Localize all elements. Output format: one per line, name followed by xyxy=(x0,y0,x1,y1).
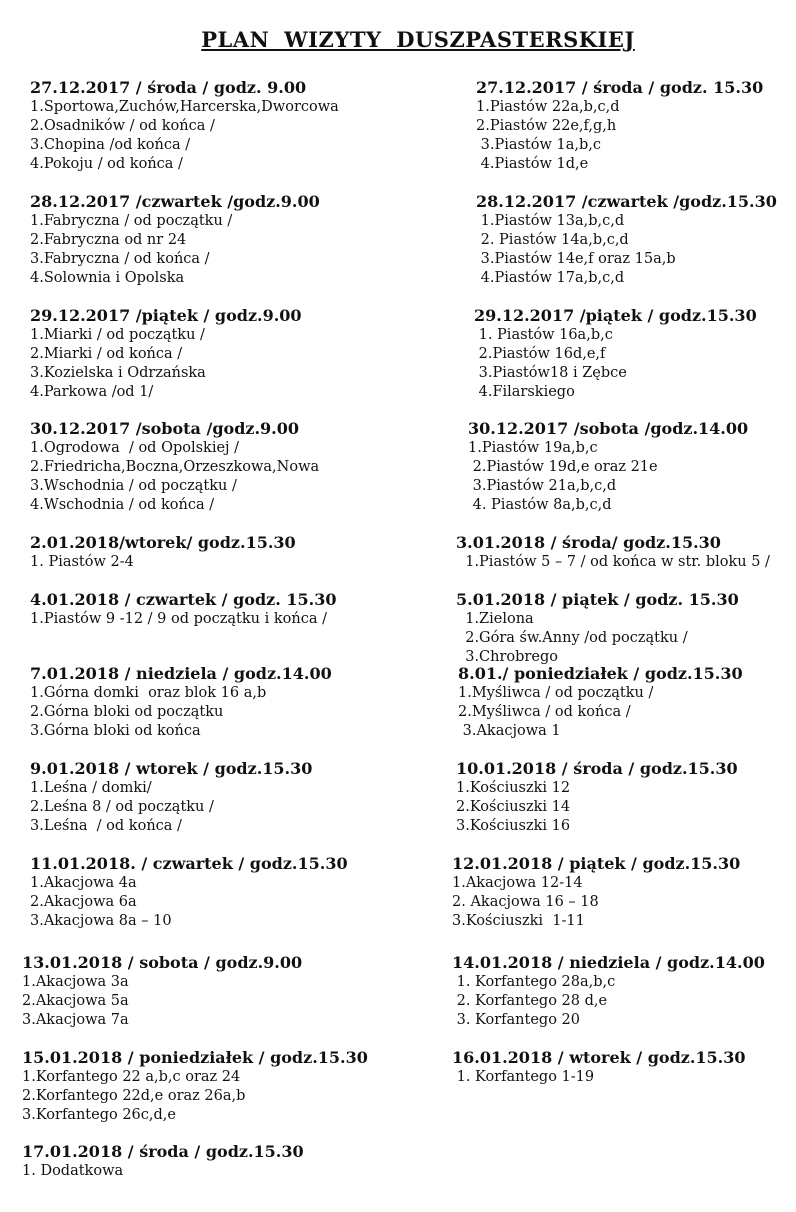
schedule-date-heading: 2.01.2018/wtorek/ godz.15.30 xyxy=(30,533,296,552)
schedule-street-item: 1.Fabryczna / od początku / xyxy=(30,213,233,229)
schedule-street-item: 3.Akacjowa 1 xyxy=(458,723,561,739)
schedule-date-heading: 28.12.2017 /czwartek /godz.9.00 xyxy=(30,192,320,211)
schedule-date-heading: 13.01.2018 / sobota / godz.9.00 xyxy=(22,953,303,972)
schedule-block xyxy=(474,306,757,402)
schedule-street-item: 2. Korfantego 28 d,e xyxy=(452,993,608,1009)
schedule-block xyxy=(30,664,332,741)
schedule-street-item: 1. Dodatkowa xyxy=(22,1163,124,1179)
schedule-street-item: 1. Piastów 2-4 xyxy=(30,554,134,570)
schedule-date-heading: 30.12.2017 /sobota /godz.14.00 xyxy=(468,419,749,438)
schedule-block xyxy=(30,78,339,174)
schedule-block xyxy=(22,1142,304,1181)
schedule-block xyxy=(458,664,743,741)
schedule-street-item: 3.Akacjowa 8a – 10 xyxy=(30,913,172,929)
schedule-block xyxy=(452,1048,746,1087)
schedule-date-heading: 10.01.2018 / środa / godz.15.30 xyxy=(456,759,738,778)
schedule-street-item: 2.Myśliwca / od końca / xyxy=(458,704,631,720)
schedule-street-item: 1.Sportowa,Zuchów,Harcerska,Dworcowa xyxy=(30,99,339,115)
schedule-street-item: 3.Górna bloki od końca xyxy=(30,723,201,739)
schedule-date-heading: 8.01./ poniedziałek / godz.15.30 xyxy=(458,664,743,683)
schedule-date-heading: 15.01.2018 / poniedziałek / godz.15.30 xyxy=(22,1048,368,1067)
schedule-date-heading: 4.01.2018 / czwartek / godz. 15.30 xyxy=(30,590,337,609)
schedule-street-item: 2.Osadników / od końca / xyxy=(30,118,215,134)
schedule-street-item: 2.Fabryczna od nr 24 xyxy=(30,232,187,248)
schedule-street-item: 4.Solownia i Opolska xyxy=(30,270,185,286)
schedule-street-item: 2.Akacjowa 5a xyxy=(22,993,129,1009)
schedule-street-item: 1.Akacjowa 4a xyxy=(30,875,137,891)
schedule-street-item: 4.Wschodnia / od końca / xyxy=(30,497,215,513)
schedule-street-item: 3.Piastów 14e,f oraz 15a,b xyxy=(476,251,676,267)
schedule-street-item: 4.Parkowa /od 1/ xyxy=(30,384,154,400)
schedule-street-item: 1.Piastów 19a,b,c xyxy=(468,440,598,456)
schedule-date-heading: 7.01.2018 / niedziela / godz.14.00 xyxy=(30,664,332,683)
schedule-street-item: 3.Kościuszki 1-11 xyxy=(452,913,585,929)
schedule-street-item: 3.Korfantego 26c,d,e xyxy=(22,1107,176,1123)
schedule-street-item: 1. Korfantego 28a,b,c xyxy=(452,974,616,990)
schedule-street-item: 3.Chrobrego xyxy=(456,649,558,665)
schedule-date-heading: 17.01.2018 / środa / godz.15.30 xyxy=(22,1142,304,1161)
schedule-street-item: 3.Akacjowa 7a xyxy=(22,1012,129,1028)
schedule-street-item: 1.Korfantego 22 a,b,c oraz 24 xyxy=(22,1069,241,1085)
schedule-street-item: 2.Góra św.Anny /od początku / xyxy=(456,630,688,646)
schedule-street-item: 4. Piastów 8a,b,c,d xyxy=(468,497,612,513)
schedule-street-item: 3.Piastów 1a,b,c xyxy=(476,137,601,153)
schedule-date-heading: 27.12.2017 / środa / godz. 9.00 xyxy=(30,78,307,97)
schedule-date-heading: 3.01.2018 / środa/ godz.15.30 xyxy=(456,533,721,552)
schedule-block xyxy=(456,759,738,836)
schedule-block xyxy=(22,953,302,1030)
schedule-block xyxy=(30,306,302,402)
schedule-date-heading: 27.12.2017 / środa / godz. 15.30 xyxy=(476,78,764,97)
schedule-block xyxy=(476,192,777,288)
schedule-street-item: 2.Friedricha,Boczna,Orzeszkowa,Nowa xyxy=(30,459,320,475)
schedule-date-heading: 12.01.2018 / piątek / godz.15.30 xyxy=(452,854,741,873)
schedule-street-item: 1.Piastów 5 – 7 / od końca w str. bloku 5 / xyxy=(456,554,770,570)
schedule-street-item: 1.Zielona xyxy=(456,611,534,627)
schedule-street-item: 1. Korfantego 1-19 xyxy=(452,1069,595,1085)
schedule-street-item: 1.Ogrodowa / od Opolskiej / xyxy=(30,440,240,456)
schedule-street-item: 1.Kościuszki 12 xyxy=(456,780,571,796)
schedule-street-item: 4.Filarskiego xyxy=(474,384,575,400)
schedule-street-item: 3.Chopina /od końca / xyxy=(30,137,191,153)
schedule-block xyxy=(456,533,770,572)
schedule-block xyxy=(22,1048,368,1125)
schedule-block xyxy=(452,854,740,931)
schedule-block xyxy=(452,953,765,1030)
schedule-block xyxy=(30,419,319,515)
schedule-street-item: 1.Miarki / od początku / xyxy=(30,327,205,343)
schedule-street-item: 1.Leśna / domki/ xyxy=(30,780,152,796)
schedule-date-heading: 14.01.2018 / niedziela / godz.14.00 xyxy=(452,953,765,972)
schedule-street-item: 3.Leśna / od końca / xyxy=(30,818,182,834)
schedule-street-item: 3.Fabryczna / od końca / xyxy=(30,251,210,267)
schedule-block xyxy=(468,419,748,515)
schedule-date-heading: 16.01.2018 / wtorek / godz.15.30 xyxy=(452,1048,746,1067)
schedule-street-item: 3.Piastów 21a,b,c,d xyxy=(468,478,617,494)
schedule-street-item: 2.Miarki / od końca / xyxy=(30,346,183,362)
schedule-street-item: 2.Piastów 22e,f,g,h xyxy=(476,118,617,134)
page-title: PLAN WIZYTY DUSZPASTERSKIEJ xyxy=(201,27,635,52)
schedule-block xyxy=(30,590,336,629)
schedule-street-item: 1.Akacjowa 12-14 xyxy=(452,875,583,891)
schedule-street-item: 1.Piastów 9 -12 / 9 od początku i końca / xyxy=(30,611,327,627)
schedule-street-item: 1.Myśliwca / od początku / xyxy=(458,685,654,701)
schedule-block xyxy=(30,533,296,572)
schedule-street-item: 2.Korfantego 22d,e oraz 26a,b xyxy=(22,1088,246,1104)
schedule-date-heading: 28.12.2017 /czwartek /godz.15.30 xyxy=(476,192,777,211)
schedule-street-item: 2.Górna bloki od początku xyxy=(30,704,224,720)
schedule-street-item: 2.Leśna 8 / od początku / xyxy=(30,799,214,815)
schedule-block xyxy=(476,78,763,174)
schedule-street-item: 1.Piastów 22a,b,c,d xyxy=(476,99,620,115)
schedule-date-heading: 29.12.2017 /piątek / godz.9.00 xyxy=(30,306,302,325)
schedule-street-item: 3.Wschodnia / od początku / xyxy=(30,478,237,494)
schedule-street-item: 3. Korfantego 20 xyxy=(452,1012,580,1028)
schedule-street-item: 3.Piastów18 i Zębce xyxy=(474,365,627,381)
schedule-street-item: 2. Piastów 14a,b,c,d xyxy=(476,232,629,248)
schedule-street-item: 4.Piastów 17a,b,c,d xyxy=(476,270,625,286)
schedule-date-heading: 9.01.2018 / wtorek / godz.15.30 xyxy=(30,759,313,778)
schedule-date-heading: 30.12.2017 /sobota /godz.9.00 xyxy=(30,419,299,438)
schedule-street-item: 3.Kozielska i Odrzańska xyxy=(30,365,206,381)
schedule-street-item: 2.Piastów 16d,e,f xyxy=(474,346,606,362)
schedule-street-item: 2. Akacjowa 16 – 18 xyxy=(452,894,599,910)
schedule-block xyxy=(30,854,348,931)
schedule-date-heading: 29.12.2017 /piątek / godz.15.30 xyxy=(474,306,757,325)
schedule-street-item: 1.Piastów 13a,b,c,d xyxy=(476,213,625,229)
schedule-block xyxy=(456,590,739,667)
schedule-street-item: 4.Piastów 1d,e xyxy=(476,156,589,172)
schedule-street-item: 1.Górna domki oraz blok 16 a,b xyxy=(30,685,267,701)
schedule-street-item: 2.Kościuszki 14 xyxy=(456,799,571,815)
schedule-block xyxy=(30,192,320,288)
schedule-street-item: 1. Piastów 16a,b,c xyxy=(474,327,613,343)
schedule-block xyxy=(30,759,312,836)
schedule-street-item: 1.Akacjowa 3a xyxy=(22,974,129,990)
schedule-date-heading: 11.01.2018. / czwartek / godz.15.30 xyxy=(30,854,348,873)
schedule-street-item: 4.Pokoju / od końca / xyxy=(30,156,183,172)
schedule-street-item: 3.Kościuszki 16 xyxy=(456,818,571,834)
schedule-date-heading: 5.01.2018 / piątek / godz. 15.30 xyxy=(456,590,739,609)
schedule-street-item: 2.Piastów 19d,e oraz 21e xyxy=(468,459,658,475)
schedule-street-item: 2.Akacjowa 6a xyxy=(30,894,137,910)
